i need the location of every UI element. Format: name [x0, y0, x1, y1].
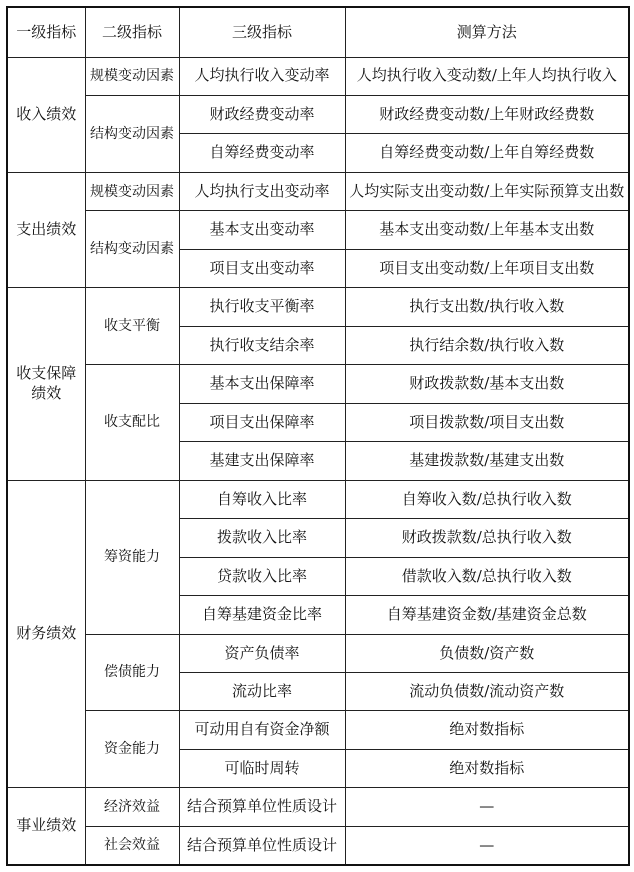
table-row [7, 365, 629, 403]
level2-cell: 偿债能力 [85, 634, 179, 711]
method-cell: 绝对数指标 [345, 711, 629, 749]
level3-cell: 流动比率 [179, 673, 345, 711]
method-cell: 项目拨款数/项目支出数 [345, 403, 629, 441]
level2-cell: 收支配比 [85, 365, 179, 480]
table-row [7, 211, 629, 249]
level3-cell: 项目支出保障率 [179, 403, 345, 441]
level2-cell: 筹资能力 [85, 480, 179, 634]
level3-cell: 基本支出保障率 [179, 365, 345, 403]
method-cell: — [345, 826, 629, 865]
table-row [7, 172, 629, 210]
level2-cell: 规模变动因素 [85, 172, 179, 210]
method-cell: 财政拨款数/总执行收入数 [345, 519, 629, 557]
method-cell: 基建拨款数/基建支出数 [345, 442, 629, 480]
level3-cell: 人均执行收入变动率 [179, 57, 345, 95]
level3-cell: 基本支出变动率 [179, 211, 345, 249]
table-row [7, 288, 629, 326]
method-cell: 自筹经费变动数/上年自筹经费数 [345, 134, 629, 172]
level3-cell: 自筹收入比率 [179, 480, 345, 518]
header-level3: 三级指标 [179, 7, 345, 57]
table-row [7, 826, 629, 865]
level3-cell: 可动用自有资金净额 [179, 711, 345, 749]
level3-cell: 财政经费变动率 [179, 95, 345, 133]
table-row [7, 634, 629, 672]
indicator-table [6, 6, 630, 866]
method-cell: — [345, 788, 629, 826]
level3-cell: 自筹经费变动率 [179, 134, 345, 172]
level2-cell: 社会效益 [85, 826, 179, 865]
level3-cell: 结合预算单位性质设计 [179, 788, 345, 826]
method-cell: 自筹收入数/总执行收入数 [345, 480, 629, 518]
level1-expense: 支出绩效 [7, 172, 85, 287]
method-cell: 执行结余数/执行收入数 [345, 326, 629, 364]
level1-career: 事业绩效 [7, 788, 85, 865]
header-level2: 二级指标 [85, 7, 179, 57]
method-cell: 负债数/资产数 [345, 634, 629, 672]
level3-cell: 贷款收入比率 [179, 557, 345, 595]
method-cell: 人均实际支出变动数/上年实际预算支出数 [345, 172, 629, 210]
level1-finance: 财务绩效 [7, 480, 85, 788]
method-cell: 执行支出数/执行收入数 [345, 288, 629, 326]
table-row [7, 95, 629, 133]
level3-cell: 人均执行支出变动率 [179, 172, 345, 210]
level2-cell: 经济效益 [85, 788, 179, 826]
method-cell: 基本支出变动数/上年基本支出数 [345, 211, 629, 249]
level1-income: 收入绩效 [7, 57, 85, 172]
method-cell: 流动负债数/流动资产数 [345, 673, 629, 711]
level1-guarantee: 收支保障绩效 [7, 288, 85, 480]
level3-cell: 执行收支结余率 [179, 326, 345, 364]
header-row [7, 7, 629, 57]
header-level1: 一级指标 [7, 7, 85, 57]
method-cell: 财政拨款数/基本支出数 [345, 365, 629, 403]
table-row [7, 711, 629, 749]
method-cell: 绝对数指标 [345, 749, 629, 787]
level3-cell: 项目支出变动率 [179, 249, 345, 287]
level2-cell: 结构变动因素 [85, 211, 179, 288]
level2-cell: 资金能力 [85, 711, 179, 788]
method-cell: 自筹基建资金数/基建资金总数 [345, 596, 629, 634]
method-cell: 项目支出变动数/上年项目支出数 [345, 249, 629, 287]
header-method: 测算方法 [345, 7, 629, 57]
level3-cell: 自筹基建资金比率 [179, 596, 345, 634]
method-cell: 财政经费变动数/上年财政经费数 [345, 95, 629, 133]
level2-cell: 收支平衡 [85, 288, 179, 365]
level3-cell: 结合预算单位性质设计 [179, 826, 345, 865]
level2-cell: 规模变动因素 [85, 57, 179, 95]
table-row [7, 480, 629, 518]
level3-cell: 基建支出保障率 [179, 442, 345, 480]
level3-cell: 资产负债率 [179, 634, 345, 672]
method-cell: 人均执行收入变动数/上年人均执行收入 [345, 57, 629, 95]
level3-cell: 可临时周转 [179, 749, 345, 787]
level3-cell: 拨款收入比率 [179, 519, 345, 557]
table-row [7, 57, 629, 95]
level2-cell: 结构变动因素 [85, 95, 179, 172]
table-row [7, 788, 629, 826]
level3-cell: 执行收支平衡率 [179, 288, 345, 326]
method-cell: 借款收入数/总执行收入数 [345, 557, 629, 595]
